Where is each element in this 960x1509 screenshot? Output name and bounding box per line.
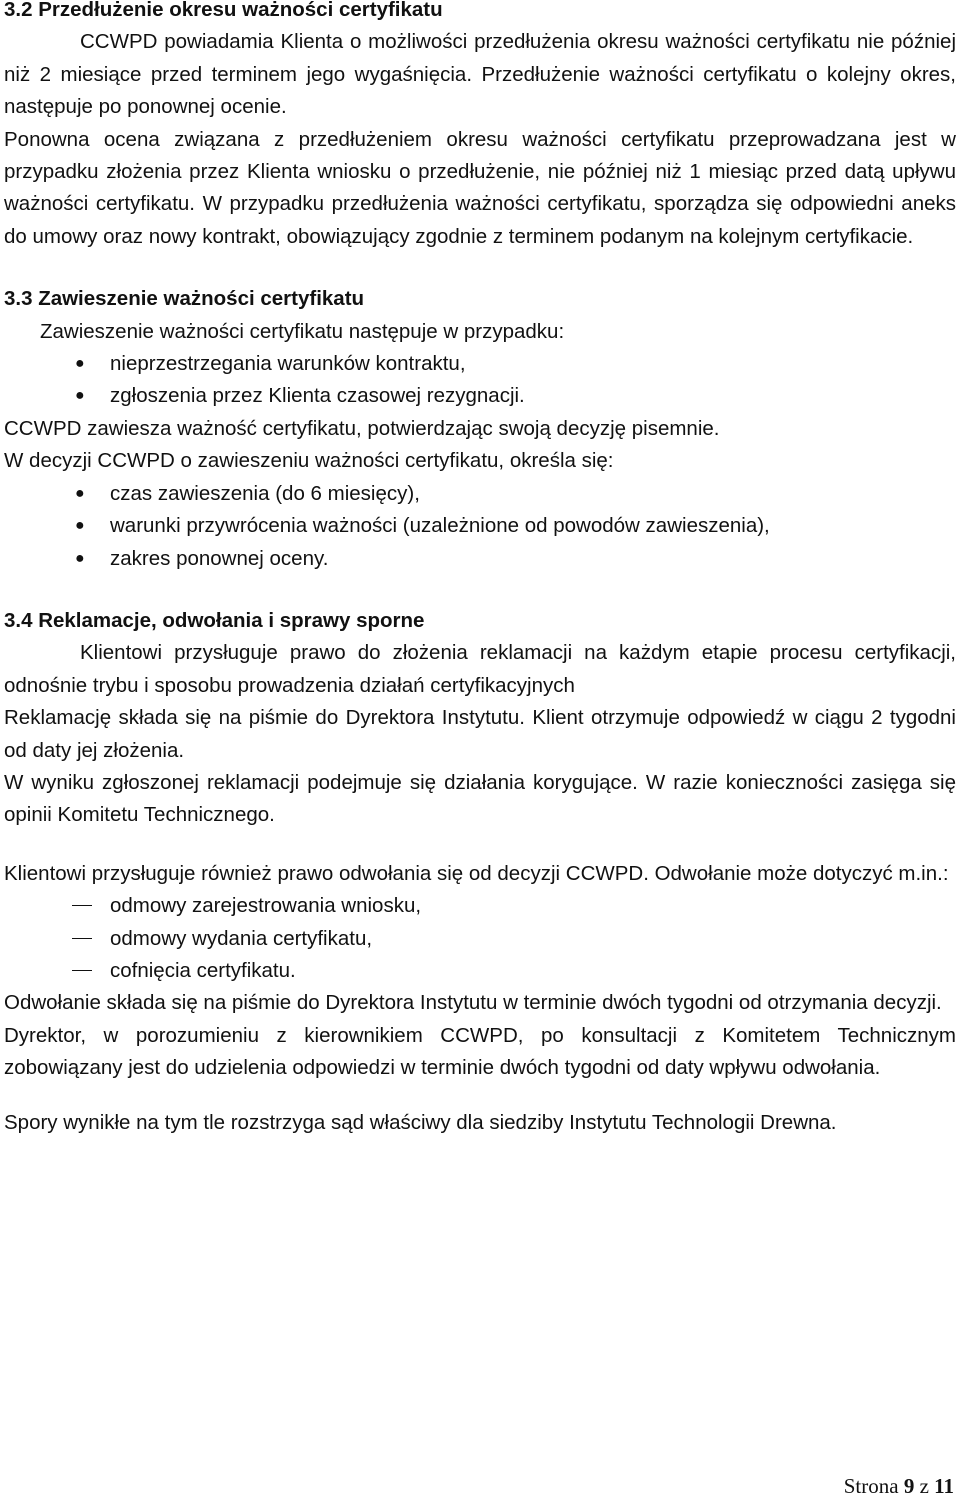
total-pages: 11 bbox=[934, 1474, 954, 1498]
paragraph: Dyrektor, w porozumieniu z kierownikiem CCWPD, po konsultacji z Komitetem Technicznym zobowiązany jest do udzielenia odpowiedzi w terminie dwóch tygodni od daty wpływu odwołania. bbox=[4, 1023, 956, 1080]
paragraph: W wyniku zgłoszonej reklamacji podejmuje się działania korygujące. W razie konieczności zasięga się opinii Komitetu Technicznego. bbox=[4, 770, 956, 827]
document-page bbox=[4, 0, 956, 1139]
list-item: ● zgłoszenia przez Klienta czasowej rezygnacji. bbox=[4, 380, 956, 412]
list-item: ● czas zawieszenia (do 6 miesięcy), bbox=[4, 478, 956, 510]
bullet-list bbox=[4, 348, 956, 413]
list-item: ● nieprzestrzegania warunków kontraktu, bbox=[4, 348, 956, 380]
dash-list bbox=[4, 890, 956, 987]
paragraph: W decyzji CCWPD o zawieszeniu ważności certyfikatu, określa się: bbox=[4, 449, 614, 473]
bullet-list bbox=[4, 478, 956, 575]
paragraph: Klientowi przysługuje prawo do złożenia reklamacji na każdym etapie procesu certyfikacji, odnośnie trybu i sposobu prowadzenia działań certyfikacyjnych bbox=[4, 641, 956, 697]
list-item: ● zakres ponownej oceny. bbox=[4, 543, 956, 575]
list-item: odmowy wydania certyfikatu, bbox=[4, 923, 956, 955]
current-page: 9 bbox=[903, 1474, 915, 1498]
section-heading-3-4: 3.4 Reklamacje, odwołania i sprawy sporne bbox=[4, 608, 425, 632]
bullet-icon: ● bbox=[75, 549, 85, 567]
paragraph: Odwołanie składa się na piśmie do Dyrektora Instytutu w terminie dwóch tygodni od otrzymania decyzji. bbox=[4, 991, 942, 1015]
paragraph: CCWPD zawiesza ważność certyfikatu, potwierdzając swoją decyzję pisemnie. bbox=[4, 416, 720, 440]
dash-icon bbox=[72, 938, 92, 939]
paragraph: Spory wynikłe na tym tle rozstrzyga sąd właściwy dla siedziby Instytutu Technologii Drewna. bbox=[4, 1110, 837, 1134]
list-item: cofnięcia certyfikatu. bbox=[4, 955, 956, 987]
bullet-icon: ● bbox=[75, 355, 85, 373]
paragraph: Ponowna ocena związana z przedłużeniem okresu ważności certyfikatu przeprowadzana jest w przypadku złożenia przez Klienta wniosku o przedłużenie, nie później niż 1 miesiąc przed datą upływu ważności certyfikatu. W przypadku przedłużenia ważności certyfikatu, sporządza się odpowiedni aneks do umowy oraz nowy kontrakt, obowiązujący zgodnie z terminem podanym na kolejnym certyfikacie. bbox=[4, 127, 956, 248]
paragraph: CCWPD powiadamia Klienta o możliwości przedłużenia okresu ważności certyfikatu nie później niż 2 miesiące przed terminem jego wygaśnięcia. Przedłużenie ważności certyfikatu o kolejny okres, następuje po ponownej ocenie. bbox=[4, 30, 956, 119]
paragraph: Zawieszenie ważności certyfikatu następuje w przypadku: bbox=[40, 319, 565, 343]
dash-icon bbox=[72, 905, 92, 906]
bullet-icon: ● bbox=[75, 517, 85, 535]
section-heading-3-3: 3.3 Zawieszenie ważności certyfikatu bbox=[4, 287, 365, 311]
page-number-footer: Strona 9 z 11 bbox=[843, 1474, 954, 1498]
paragraph: Klientowi przysługuje również prawo odwołania się od decyzji CCWPD. Odwołanie może dotyczyć m.in.: bbox=[4, 861, 949, 885]
dash-icon bbox=[72, 970, 92, 971]
bullet-icon: ● bbox=[75, 387, 85, 405]
section-heading-3-2: 3.2 Przedłużenie okresu ważności certyfikatu bbox=[4, 0, 443, 21]
list-item: ● warunki przywrócenia ważności (uzależnione od powodów zawieszenia), bbox=[4, 510, 956, 542]
list-item: odmowy zarejestrowania wniosku, bbox=[4, 890, 956, 922]
bullet-icon: ● bbox=[75, 484, 85, 502]
paragraph: Reklamację składa się na piśmie do Dyrektora Instytutu. Klient otrzymuje odpowiedź w ciągu 2 tygodni od daty jej złożenia. bbox=[4, 706, 956, 762]
